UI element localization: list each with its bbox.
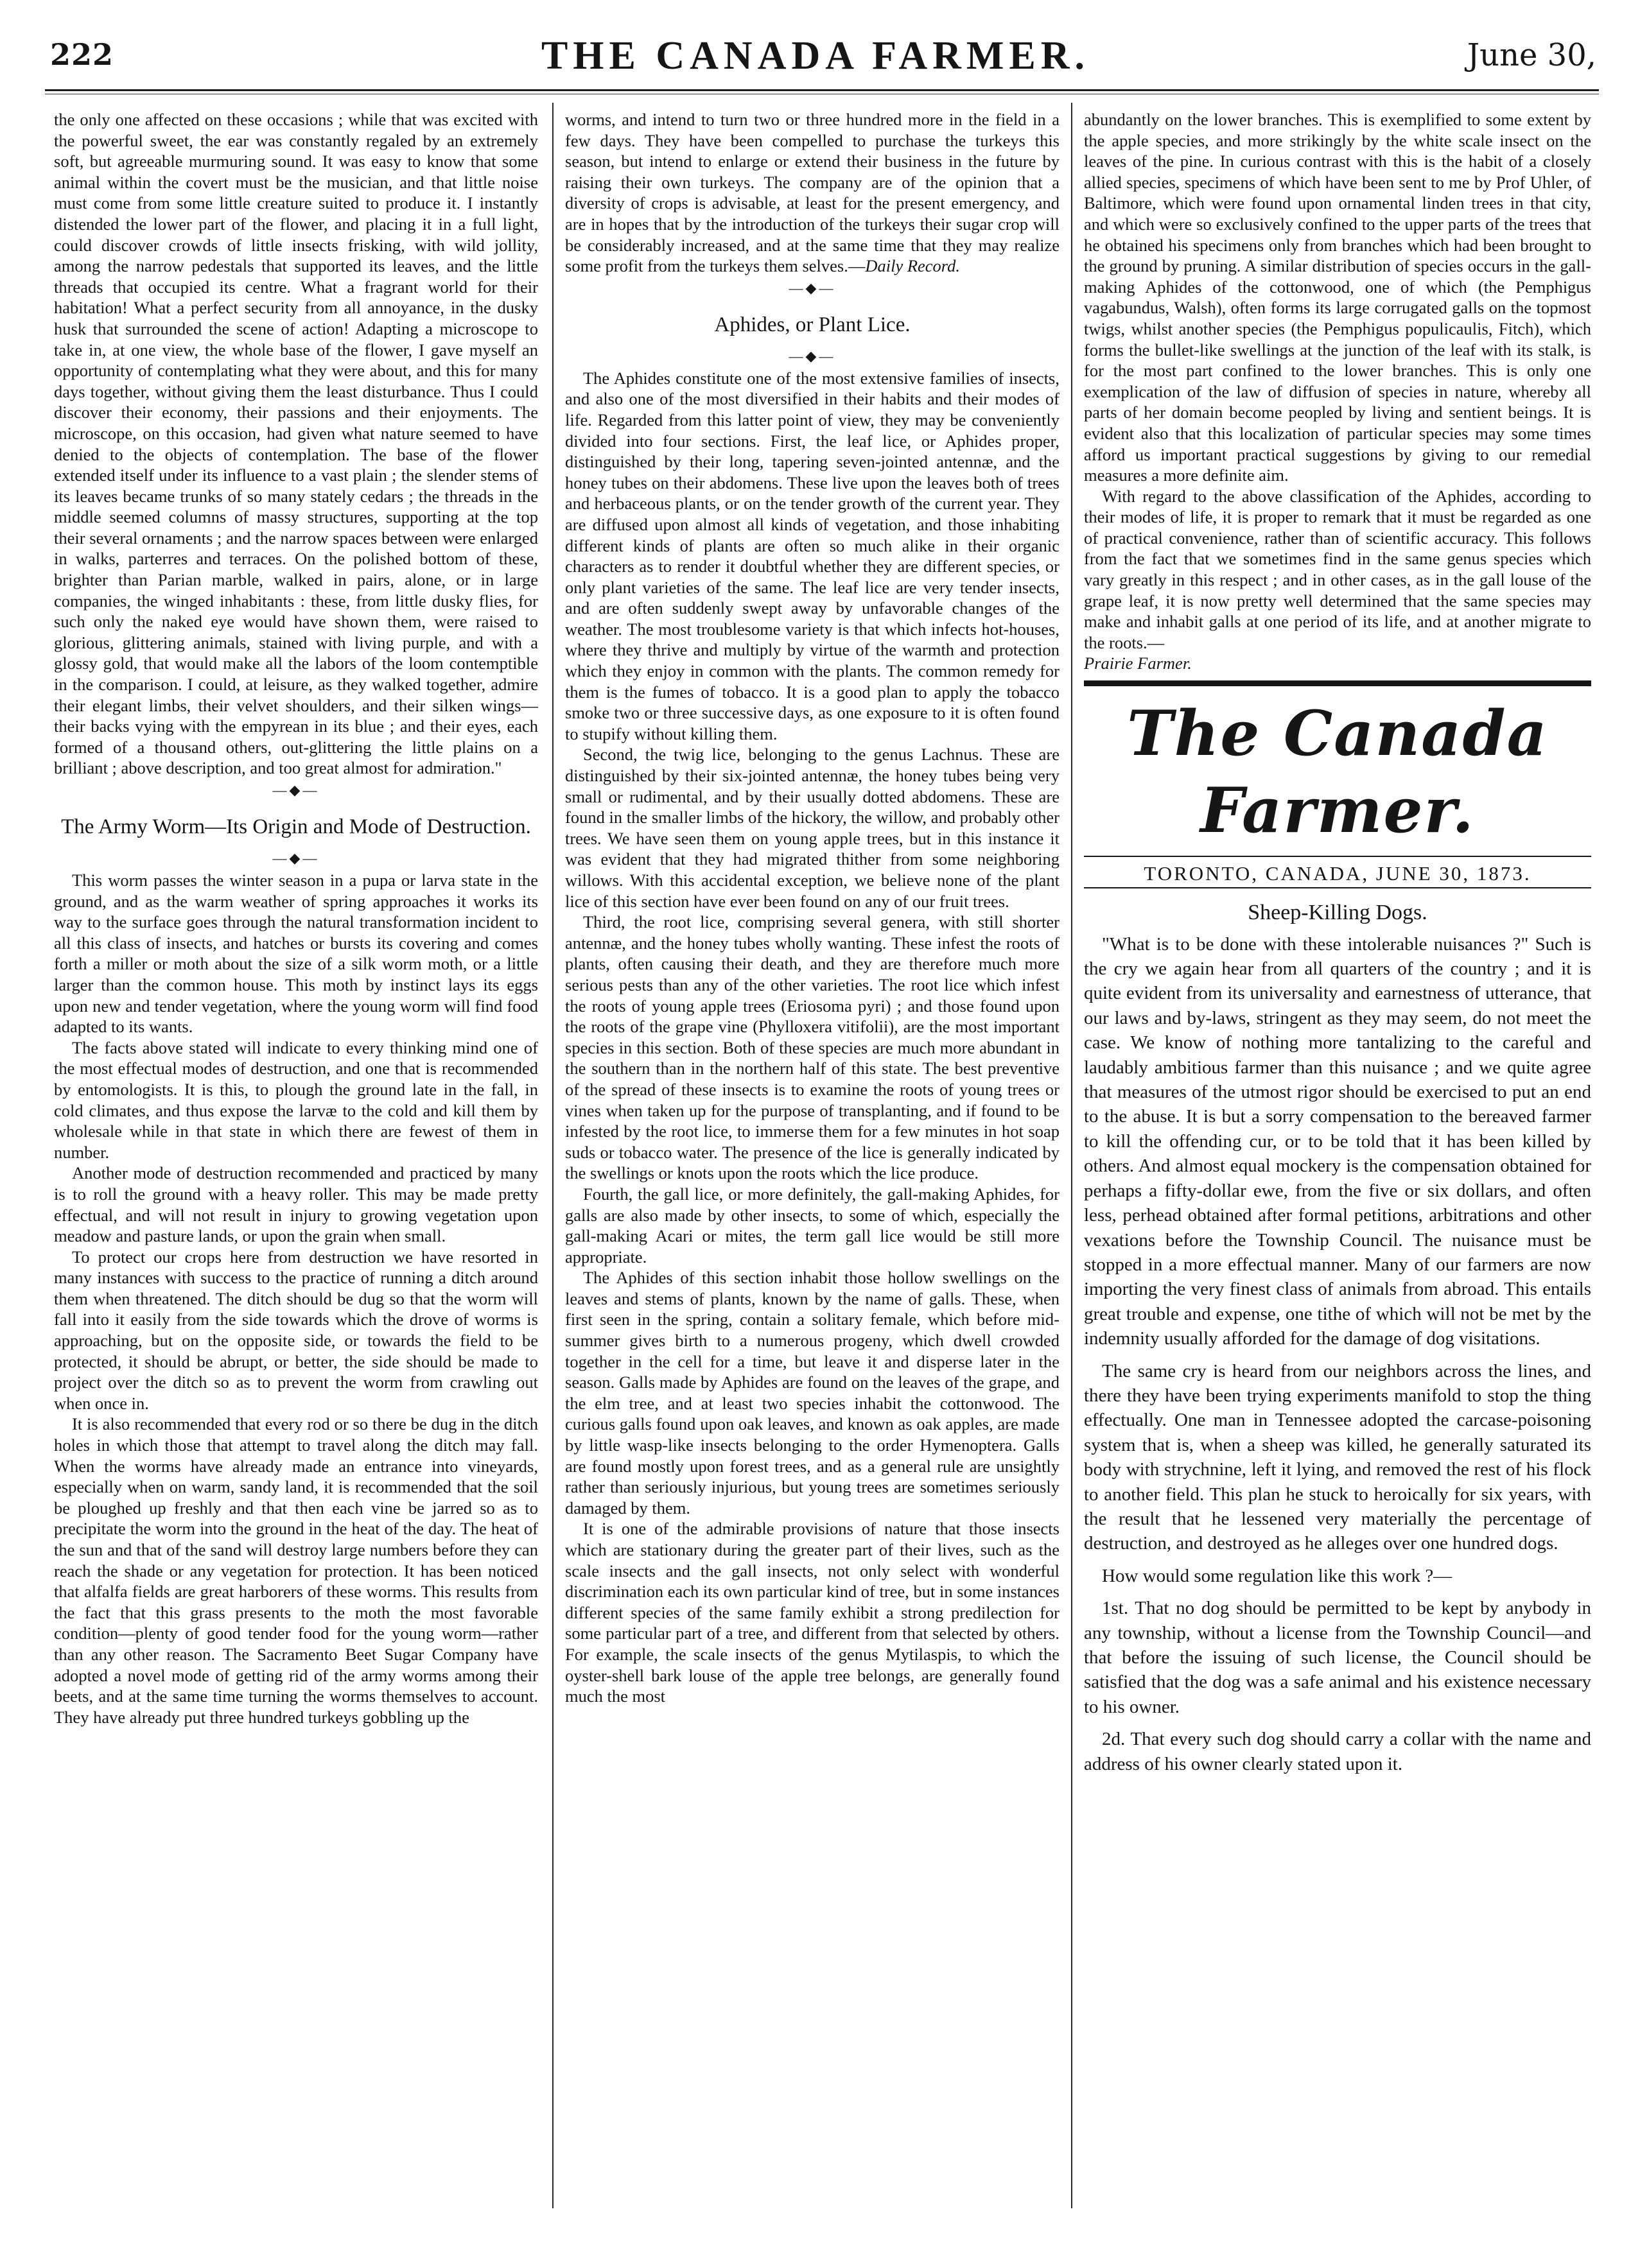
column-2 xyxy=(565,109,1060,2215)
page-number: 222 xyxy=(50,37,114,72)
banner-rule xyxy=(1084,856,1591,857)
article-paragraph: Fourth, the gall lice, or more definitely, the gall-making Aphides, for galls are also made by other insects, to some of which, especially the gall-making Acari or mites, the term gall lice would be still more appropriate. xyxy=(565,1184,1060,1267)
article-paragraph: "What is to be done with these intolerable nuisances ?" Such is the cry we again hear from all quarters of the country ; and it is quite evident from its universality and earnestness of utterance, that our laws and by-laws, stringent as they may seem, do not meet the case. We know of nothing more tantalizing to the careful and laudably ambitious farmer than this nuisance ; and we quite agree that measures of the utmost rigor should be exercised to put an end to the abuse. It is but a sorry compensation to the bereaved farmer to kill the offending cur, or to be told that it has been killed by others. And almost equal mockery is the compensation obtained for perhaps a fifty-dollar ewe, from the five or six dollars, and often less, perhead obtained after formal petitions, arbitrations and other vexations before the Township Council. The nuisance must be stopped in a more effectual manner. Many of our farmers are now importing the very finest class of animals from abroad. This entails great trouble and expense, one tithe of which will not be met by the indemnity usually afforded for the damage of dog visitations. xyxy=(1084,933,1591,1349)
article-paragraph: Another mode of destruction recommended and practiced by many is to roll the ground with a heavy roller. This may be made pretty effectual, and will not result in injury to growing vegetation upon meadow and pasture lands, or upon the grain when small. xyxy=(54,1163,538,1246)
issue-date: June 30, xyxy=(1467,37,1596,73)
newspaper-title: THE CANADA FARMER. xyxy=(541,34,1090,78)
article-paragraph: The facts above stated will indicate to every thinking mind one of the most effectual modes of destruction, and one that is recommended by entomologists. It is this, to plough the ground late in the fall, in cold climates, and thus expose the larvæ to the cold and kill them by wholesale while in that state in which there are fewest of them in number. xyxy=(54,1037,538,1162)
article-paragraph: 2d. That every such dog should carry a collar with the name and address of his owner clearly stated upon it. xyxy=(1084,1729,1591,1774)
article-paragraph: The Aphides constitute one of the most extensive families of insects, and also one of the most diversified in their habits and their modes of life. Regarded from this latter point of view, they may be conveniently divided into four sections. First, the leaf lice, or Aphides proper, distinguished by their long, tapering seven-jointed antennæ, and the honey tubes on their abdomens. These live upon the leaves both of trees and herbaceous plants, or on the tender growth of the current year. They are diffused upon almost all kinds of vegetation, and those inhabiting different kinds of plants are often so much alike in their organic characters as to render it doubtful whether they are different species, or only plant varieties of the same. The leaf lice are very tender insects, and are often suddenly swept away by unfavorable changes of the weather. The most troublesome variety is that which infects hot-houses, where they thrive and multiply by virtue of the warmth and protection which they enjoy in common with the plants. The common remedy for them is the fumes of tobacco. It is a good plan to apply the tobacco smoke two or three successive days, as one exposure to it is often found to stupify without killing them. xyxy=(565,368,1060,743)
article-paragraph: This worm passes the winter season in a pupa or larva state in the ground, and as the warm weather of spring approaches it works its way to the surface goes through the natural transformation incident to all this class of insects, and hatches or bursts its covering and comes forth a miller or moth about the size of a silk worm moth, or a little larger than the common house. This moth by instinct lays its eggs upon new and tender vegetation, where the young worm will find food adapted to its wants. xyxy=(54,870,538,1037)
masthead-rule xyxy=(45,89,1599,91)
column-divider xyxy=(1071,103,1072,2208)
article-paragraph: How would some regulation like this work ?— xyxy=(1102,1565,1452,1586)
article-paragraph: It is also recommended that every rod or so there be dug in the ditch holes in which those that attempt to travel along the ditch may fall. When the worms have already made an entrance into vineyards, especially when on warm, sandy land, it is recommended that the soil be ploughed up freshly and that then each vine be jarred so as to precipitate the worm into the ground in the heat of the day. The heat of the sun and that of the sand will destroy large numbers before they can reach the shade or any vegetation for protection. It has been noticed that alfalfa fields are great harborers of these worms. This results from the fact that this grass presents to the moth the most favorable condition—plenty of good tender food for the young worm—rather than any other reason. The Sacramento Beet Sugar Company have adopted a novel mode of getting rid of the army worms among their beets, and at the same time turning the worms themselves to account. They have already put three hundred turkeys gobbling up the xyxy=(54,1414,538,1727)
article-paragraph: To protect our crops here from destruction we have resorted in many instances with success to the practice of running a ditch around them when threatened. The ditch should be dug so that the worm will fall into it easily from the side towards which the drove of worms is approaching, but on the opposite side, or towards the field to be protected, it should be abrupt, or better, the side should be made to project over the ditch so as to prevent the worm from crawling out when once in. xyxy=(54,1247,538,1413)
article-paragraph: 1st. That no dog should be permitted to be kept by anybody in any township, without a license from the Township Council—and that before the issuing of such license, the Council should be satisfied that the dog was a safe animal and his existence necessary to his owner. xyxy=(1084,1598,1591,1717)
article-heading: Aphides, or Plant Lice. xyxy=(714,313,911,336)
article-paragraph: the only one affected on these occasions ; while that was excited with the powerful sweet, the ear was constantly regaled by an extremely soft, but agreeable murmuring sound. It was easy to know that some animal within the covert must be the musician, and that little noise must come from some little creature suited to produce it. I instantly distended the lower part of the flower, and placing it in a full light, could discover crowds of little insects frisking, with wild jollity, among the narrow pedestals that supported its leaves, and the little threads that occupied its centre. What a fragrant world for their habitation! What a perfect security from all annoyance, in the dusky husk that surrounded the scene of action! Adapting a microscope to take in, at one view, the whole base of the flower, I gave myself an opportunity of contemplating what they were about, and this for many days together, without giving them the least disturbance. Thus I could discover their economy, their passions and their enjoyments. The microscope, on this occasion, had given what nature seemed to have denied to the objects of contemplation. The base of the flower extended itself under its influence to a vast plain ; the slender stems of its leaves became trunks of so many stately cedars ; the threads in the middle seemed columns of massy structures, supporting at the top their several ornaments ; and the narrow spaces between were enlarged in walks, parterres and terraces. On the polished bottom of these, brighter than Parian marble, walked in pairs, alone, or in large companies, the winged inhabitants : these, from little dusky flies, for such only the naked eye would have shown them, were raised to glorious, glittering animals, stained with living purple, and with a glossy gold, that would make all the labors of the loom contemptible in the comparison. I could, at leisure, as they walked together, admire their elegant limbs, their velvet shoulders, and their silken wings—their backs vying with the empyrean in its blue ; and their eyes, each formed of a thousand others, out-glittering the little plains on a brilliant ; above description, and too great almost for admiration." xyxy=(54,110,538,778)
article-paragraph: The Aphides of this section inhabit those hollow swellings on the leaves and stems of plants, known by the name of galls. These, when first seen in the spring, contain a solitary female, which before mid-summer gives birth to a numerous progeny, which dwell crowded together in the cell for a time, but leave it and disperse later in the season. Galls made by Aphides are found on the leaves of the grape, and the elm tree, and at least two species inhabit the cottonwood. The curious galls found upon oak leaves, and known as oak apples, are made by little wasp-like insects belonging to the order Hymenoptera. Galls are found mostly upon forest trees, and as a general rule are unsightly rather than seriously injurious, but young trees are sometimes seriously damaged by them. xyxy=(565,1268,1060,1518)
editorial-dateline: TORONTO, CANADA, JUNE 30, 1873. xyxy=(1144,862,1531,885)
article-paragraph: With regard to the above classification of the Aphides, according to their modes of life, it is proper to remark that it must be regarded as one of practical convenience, rather than of scientific accuracy. This follows from the fact that we sometimes find in the same genus species which vary greatly in this respect ; and in other cases, as in the gall louse of the grape leaf, it is now pretty well determined that the same species may make and inhabit galls at one period of its life, and at another migrate to the roots.— xyxy=(1084,486,1591,652)
article-heading: The Army Worm—Its Origin and Mode of Destruction. xyxy=(61,815,531,838)
heading-divider: —◆— xyxy=(789,347,836,364)
article-divider: —◆— xyxy=(272,782,320,798)
article-paragraph xyxy=(565,109,1060,277)
editorial-body xyxy=(1084,932,1591,1776)
heading-divider: —◆— xyxy=(272,850,320,866)
article-text: worms, and intend to turn two or three hundred more in the field in a few days. They have been compelled to purchase the turkeys this season, but intend to enlarge or extend their business in the future by raising their own turkeys. The company are of the opinion that a diversity of crops is advisable, at least for the present emergency, and are in hopes that by the introduction of the turkeys their sugar crop will be considerably increased, and at the same time that they may realize some profit from the turkeys them selves.— xyxy=(565,110,1060,276)
dateline-rule xyxy=(1084,887,1591,888)
section-rule xyxy=(1084,680,1591,686)
editorial-banner: The Canada Farmer. xyxy=(1127,697,1548,847)
masthead xyxy=(26,18,1605,82)
column-3 xyxy=(1084,109,1591,2215)
article-paragraph: Second, the twig lice, belonging to the genus Lachnus. These are distinguished by their six-jointed antennæ, the honey tubes being very small or rudimental, and by their usually dotted abdomens. These are found in the smaller limbs of the hickory, the willow, and probably other trees. We have seen them on young apple trees, but in this instance it was evident that they had migrated thither from some neighboring willows. With this accidental exception, we believe none of the plant lice of this section have ever been found on any of our fruit trees. xyxy=(565,745,1060,911)
article-paragraph: abundantly on the lower branches. This is exemplified to some extent by the apple species, and more strikingly by the white scale insect on the leaves of the pine. In curious contrast with this is the habit of a closely allied species, specimens of which have been sent to me by Prof Uhler, of Baltimore, which were found upon ornamental linden trees in that city, and which were so exclusively confined to the upper parts of the trees that he obtained his specimens only from branches which had been brought to the ground by pruning. A similar distribution of species occurs in the gall-making Aphides of the cottonwood, one of which (the Pemphigus vagabundus, Walsh), often forms its large corrugated galls on the topmost twigs, whilst another species (the Pemphigus populicaulis, Fitch), which forms the bullet-like swellings at the junction of the leaf with its stalk, is for the most part confined to the lower branches. This is only one exemplication of the law of diffusion of species in nature, whereby all parts of her domain become peopled by living and sentient beings. It is evident also that this localization of particular species may some times afford us important practical suggestions by giving to our remedial measures a more definite aim. xyxy=(1084,110,1591,485)
article-paragraph: It is one of the admirable provisions of nature that those insects which are stationary during the greater part of their lives, such as the scale insects and the gall insects, not only select with wonderful discrimination each its own particular kind of tree, but in some instances different species of the same family exhibit a strong predilection for some particular part of a tree, and different from that selected by others. For example, the scale insects of the genus Mytilaspis, to which the oyster-shell bark louse of the apple tree belongs, are generally found much the most xyxy=(565,1519,1060,1706)
source-signature: Daily Record. xyxy=(865,256,961,276)
column-divider xyxy=(552,103,554,2208)
article-paragraph: The same cry is heard from our neighbors across the lines, and there they have been trying experiments manifold to stop the thing effectually. One man in Tennessee adopted the carcase-poisoning system that is, when a sheep was killed, he generally saturated its body with strychnine, left it lying, and removed the rest of his flock to another field. This plan he stuck to heroically for six years, with the result that he lessened very materially the percentage of destruction, and destroyed as he alleges over one hundred dogs. xyxy=(1084,1360,1591,1554)
source-signature: Prairie Farmer. xyxy=(1084,654,1192,673)
column-1 xyxy=(54,109,538,2215)
article-paragraph: Third, the root lice, comprising several genera, with still shorter antennæ, and the honey tubes wholly wanting. These infest the roots of plants, often causing their death, and they are therefore much more serious pests than any of the other varieties. The root lice which infest the roots of young apple trees (Eriosoma pyri) ; and those found upon the roots of the grape vine (Phylloxera vitifolii), are the most important species in this section. Both of these species are much more abundant in the southern than in the northern half of this state. The best preventive of the spread of these insects is to examine the roots of young trees or vines when taken up for the purpose of transplanting, and if found to be infested by the root lice, to immerse them for a few minutes in hot soap suds or tobacco water. The presence of the lice is generally indicated by the swellings or knots upon the roots which the lice produce. xyxy=(565,912,1060,1183)
article-divider: —◆— xyxy=(789,279,836,296)
article-heading: Sheep-Killing Dogs. xyxy=(1248,900,1427,924)
